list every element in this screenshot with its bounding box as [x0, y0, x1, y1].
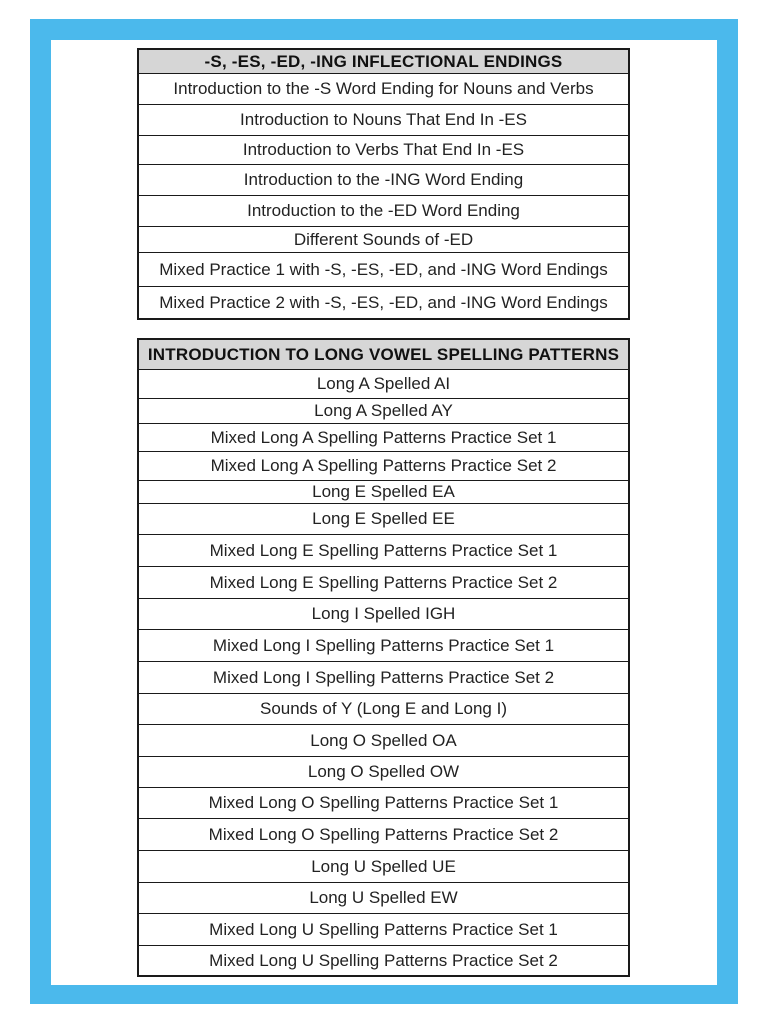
- lesson-title: Mixed Long E Spelling Patterns Practice Set 2: [138, 566, 629, 598]
- section-heading: INTRODUCTION TO LONG VOWEL SPELLING PATTERNS: [138, 339, 629, 369]
- lesson-title: Long E Spelled EA: [138, 480, 629, 503]
- table-row: [138, 534, 629, 566]
- table-row: [138, 252, 629, 286]
- table-row: [138, 945, 629, 976]
- lesson-title: Mixed Long U Spelling Patterns Practice Set 1: [138, 913, 629, 945]
- table-row: [138, 913, 629, 945]
- long-vowel-patterns-table: [137, 338, 630, 977]
- table-row: [138, 423, 629, 451]
- table-row: [138, 226, 629, 252]
- lesson-title: Introduction to the -ING Word Ending: [138, 164, 629, 195]
- table-row: [138, 598, 629, 629]
- lesson-title: Mixed Practice 2 with -S, -ES, -ED, and -ING Word Endings: [138, 286, 629, 319]
- table-header-row: [138, 339, 629, 369]
- lesson-title: Long A Spelled AI: [138, 369, 629, 398]
- section-heading: -S, -ES, -ED, -ING INFLECTIONAL ENDINGS: [138, 49, 629, 73]
- table-row: [138, 787, 629, 818]
- table-row: [138, 135, 629, 164]
- lesson-title: Introduction to Nouns That End In -ES: [138, 104, 629, 135]
- table-row: [138, 693, 629, 724]
- table-row: [138, 629, 629, 661]
- table-row: [138, 818, 629, 850]
- lesson-title: Long U Spelled EW: [138, 882, 629, 913]
- lesson-title: Different Sounds of -ED: [138, 226, 629, 252]
- table-row: [138, 480, 629, 503]
- lesson-title: Mixed Long O Spelling Patterns Practice Set 2: [138, 818, 629, 850]
- table-row: [138, 661, 629, 693]
- lesson-title: Introduction to the -S Word Ending for Nouns and Verbs: [138, 73, 629, 104]
- lesson-title: Mixed Long A Spelling Patterns Practice Set 1: [138, 423, 629, 451]
- lesson-title: Mixed Long A Spelling Patterns Practice Set 2: [138, 451, 629, 480]
- lesson-title: Mixed Practice 1 with -S, -ES, -ED, and -ING Word Endings: [138, 252, 629, 286]
- table-row: [138, 369, 629, 398]
- lesson-title: Long E Spelled EE: [138, 503, 629, 534]
- lesson-title: Long O Spelled OW: [138, 756, 629, 787]
- lesson-title: Long A Spelled AY: [138, 398, 629, 423]
- table-row: [138, 286, 629, 319]
- table-row: [138, 724, 629, 756]
- inflectional-endings-table: [137, 48, 630, 320]
- lesson-title: Introduction to Verbs That End In -ES: [138, 135, 629, 164]
- lesson-title: Long O Spelled OA: [138, 724, 629, 756]
- lesson-title: Long U Spelled UE: [138, 850, 629, 882]
- lesson-title: Mixed Long E Spelling Patterns Practice Set 1: [138, 534, 629, 566]
- table-row: [138, 451, 629, 480]
- table-row: [138, 503, 629, 534]
- lesson-title: Mixed Long I Spelling Patterns Practice Set 2: [138, 661, 629, 693]
- lesson-title: Sounds of Y (Long E and Long I): [138, 693, 629, 724]
- table-row: [138, 566, 629, 598]
- table-row: [138, 104, 629, 135]
- table-row: [138, 850, 629, 882]
- table-row: [138, 882, 629, 913]
- lesson-title: Long I Spelled IGH: [138, 598, 629, 629]
- lesson-title: Mixed Long U Spelling Patterns Practice Set 2: [138, 945, 629, 976]
- table-header-row: [138, 49, 629, 73]
- table-row: [138, 398, 629, 423]
- table-row: [138, 164, 629, 195]
- table-row: [138, 756, 629, 787]
- table-row: [138, 73, 629, 104]
- lesson-title: Introduction to the -ED Word Ending: [138, 195, 629, 226]
- lesson-title: Mixed Long I Spelling Patterns Practice Set 1: [138, 629, 629, 661]
- lesson-title: Mixed Long O Spelling Patterns Practice Set 1: [138, 787, 629, 818]
- table-row: [138, 195, 629, 226]
